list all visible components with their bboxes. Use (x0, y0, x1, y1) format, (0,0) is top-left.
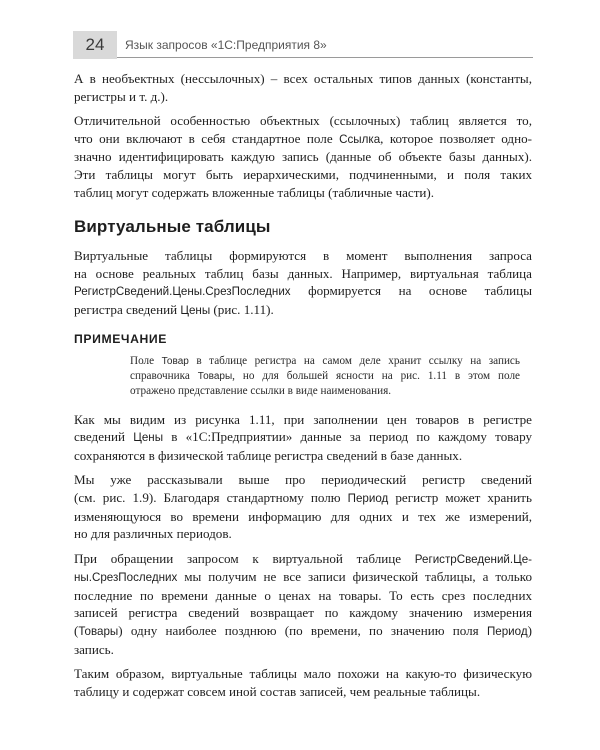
paragraph-nonobject-types (74, 70, 532, 105)
note-line (130, 369, 520, 384)
paragraph-virtual-tables (74, 247, 532, 319)
term-srez-poslednih: РегистрСведений.Цены.СрезПоследних (74, 285, 291, 299)
text-run: ( (74, 623, 79, 639)
text-line (74, 550, 532, 569)
section-heading: Виртуальные таблицы (74, 217, 271, 237)
text-run: мы получим не все записи физической таблицы, а только (177, 569, 532, 585)
text-line: Эти таблицы могут быть иерархическими, подчиненными, и поля таких (74, 166, 532, 182)
text-run: формируется на основе таблицы (290, 283, 532, 299)
text-line: запись. (74, 641, 114, 657)
term-ceny: Цены (180, 303, 211, 317)
text-line: но для различных периодов. (74, 526, 232, 542)
text-line: на основе реальных таблиц базы данных. Например, виртуальная таблица (74, 265, 532, 281)
paragraph-conclusion (74, 665, 532, 700)
text-run: , но для большей ясности на рис. 1.11 в этом поле (232, 369, 520, 382)
note-heading: ПРИМЕЧАНИЕ (74, 331, 167, 346)
term-ssylka: Ссылка (339, 132, 381, 146)
text-line: записей регистра сведений возвращает по каждому значению измерения (74, 605, 532, 621)
text-line: таблиц могут содержать вложенные таблицы (табличные части). (74, 184, 435, 200)
text-run: в «1С:Предприятии» данные за период по каждому товару (163, 429, 533, 445)
text-line: Как мы видим из рисунка 1.11, при заполнении цен товаров в регистре (74, 411, 532, 427)
text-line: сохраняются в физической таблице регистра сведений в базе данных. (74, 447, 463, 463)
text-run: регистра сведений (74, 301, 181, 317)
text-line: таблицу и содержат совсем иной состав записей, чем реальные таблицы. (74, 683, 481, 699)
text-run: в таблице регистра на самом деле хранит ссылку на запись (188, 354, 520, 367)
text-line: Мы уже рассказывали выше про периодический регистр сведений (74, 472, 532, 488)
text-line: Таким образом, виртуальные таблицы мало похожи на какую-то физическую (74, 666, 532, 682)
term-srez-poslednih: ны.СрезПоследних (74, 571, 178, 585)
text-run: При обращении запросом к виртуальной таблице (74, 550, 415, 566)
text-run: (рис. 1.11). (210, 301, 274, 317)
term-ceny: Цены (133, 431, 164, 445)
text-run: справочника (130, 369, 198, 382)
text-run: (см. рис. 1.9). Благодаря стандартному полю (74, 489, 348, 505)
page-number: 24 (73, 31, 117, 59)
text-line: регистры и т. д.). (74, 88, 169, 104)
header-rule (117, 57, 533, 58)
note-line: отражено представление ссылки в виде наименования. (130, 384, 392, 397)
text-line: изменяющуюся во времени информацию для одних и тех же измерений, (74, 508, 532, 524)
text-run: ) (527, 623, 532, 639)
paragraph-object-tables (74, 112, 532, 201)
term-tovary: Товары (197, 370, 233, 382)
page-content (74, 70, 532, 707)
text-line (74, 622, 532, 641)
text-line (74, 568, 532, 587)
page-header (73, 31, 533, 59)
running-title: Язык запросов «1С:Предприятия 8» (125, 38, 327, 52)
text-run: регистр может хранить (388, 489, 532, 505)
note-line (130, 354, 520, 369)
text-run: , которое позволяет одно- (380, 130, 533, 146)
term-registr-svedeniy: РегистрСведений.Це- (414, 552, 532, 566)
text-line (74, 428, 532, 447)
text-line (74, 130, 532, 149)
text-line (74, 282, 532, 301)
text-line: А в необъектных (нессылочных) – всех остальных типов данных (константы, (74, 71, 532, 86)
text-line: Отличительной особенностью объектных (ссылочных) таблиц является то, (74, 113, 532, 129)
text-run: Поле (130, 354, 162, 367)
text-line (74, 489, 532, 508)
term-period: Период (347, 491, 389, 505)
text-run: ) одну наиболее позднюю (по времени, по значению поля (118, 623, 487, 639)
paragraph-periodic-register (74, 471, 532, 542)
text-run: сведений (74, 429, 134, 445)
text-line: значно идентифицировать каждую запись (данные об объекте базы данных). (74, 149, 532, 165)
text-line (74, 301, 532, 320)
paragraph-slice-last (74, 550, 532, 659)
text-line: Виртуальные таблицы формируются в момент выполнения запроса (74, 248, 532, 264)
text-run: что они включают в себя стандартное поле (74, 130, 340, 146)
text-line: последние по времени данные о ценах на товары. То есть срез последних (74, 587, 532, 603)
term-period: Период (486, 625, 528, 639)
note-body (130, 354, 520, 399)
term-tovary: Товары (78, 625, 119, 639)
paragraph-figure-explanation (74, 411, 532, 465)
term-tovar: Товар (161, 355, 189, 367)
